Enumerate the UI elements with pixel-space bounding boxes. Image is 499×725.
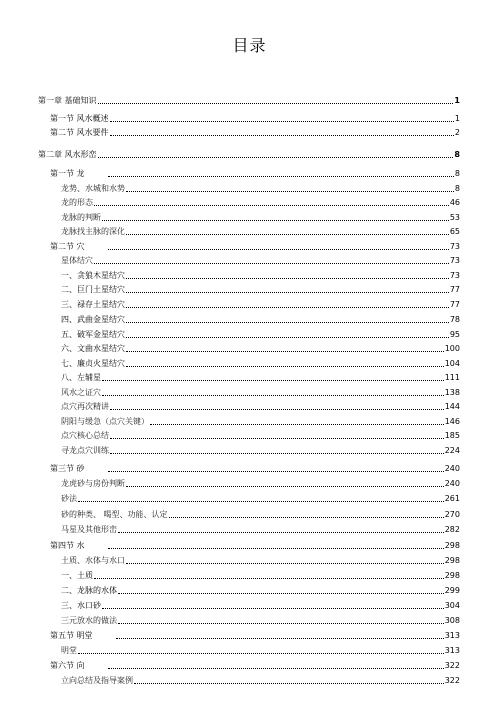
toc-entry[interactable] bbox=[61, 359, 460, 369]
toc-entry-label: 砂的种类、 喝型、功能、认定 bbox=[61, 510, 168, 519]
dot-leader bbox=[126, 307, 449, 308]
toc-entry[interactable] bbox=[50, 169, 460, 179]
toc-entry-label: 阴阳与缓急（点穴关键） bbox=[61, 417, 149, 426]
dot-leader bbox=[118, 593, 444, 594]
toc-entry[interactable] bbox=[61, 198, 460, 208]
toc-entry-label: 龙脉找主脉的深化 bbox=[61, 227, 125, 236]
toc-entry-label: 三元放水的做法 bbox=[61, 616, 117, 625]
toc-entry[interactable] bbox=[61, 494, 460, 504]
toc-entry-label: 第四节 水 bbox=[50, 541, 85, 550]
dot-leader bbox=[102, 395, 444, 396]
toc-entry-page: 240 bbox=[444, 479, 460, 488]
toc-entry-label: 四、武曲金星结穴 bbox=[61, 315, 125, 324]
toc-entry-page: 8 bbox=[454, 184, 460, 193]
toc-entry-label: 第六节 向 bbox=[50, 661, 85, 670]
toc-entry[interactable] bbox=[61, 676, 460, 686]
toc-entry-page: 73 bbox=[449, 271, 460, 280]
toc-entry[interactable] bbox=[61, 256, 460, 266]
toc-entry-label: 第一节 风水概述 bbox=[50, 114, 109, 123]
toc-entry[interactable] bbox=[61, 571, 460, 581]
toc-entry-label: 第二节 风水要件 bbox=[50, 128, 109, 137]
toc-entry-page: 78 bbox=[449, 315, 460, 324]
toc-entry-label: 第五节 明堂 bbox=[50, 631, 93, 640]
dot-leader bbox=[78, 501, 444, 502]
dot-leader bbox=[134, 683, 444, 684]
toc-entry-page: 240 bbox=[444, 464, 460, 473]
dot-leader bbox=[102, 220, 449, 221]
toc-entry-label: 明堂 bbox=[61, 646, 77, 655]
dot-leader bbox=[126, 322, 449, 323]
toc-entry-label: 星体结穴 bbox=[61, 256, 93, 265]
toc-entry-page: 144 bbox=[444, 402, 460, 411]
toc-entry-page: 73 bbox=[449, 242, 460, 251]
dot-leader bbox=[126, 278, 449, 279]
toc-entry[interactable] bbox=[61, 510, 460, 520]
dot-leader bbox=[108, 249, 449, 250]
dot-leader bbox=[110, 409, 444, 410]
toc-entry[interactable] bbox=[50, 242, 460, 252]
dot-leader bbox=[110, 135, 454, 136]
toc-entry-page: 77 bbox=[449, 300, 460, 309]
toc-entry[interactable] bbox=[61, 213, 460, 223]
toc-entry[interactable] bbox=[61, 373, 460, 383]
toc-entry-page: 8 bbox=[454, 150, 460, 159]
toc-entry-label: 第一章 基础知识 bbox=[38, 96, 97, 105]
toc-entry-label: 砂法 bbox=[61, 494, 77, 503]
dot-leader bbox=[118, 532, 444, 533]
toc-entry-page: 53 bbox=[449, 213, 460, 222]
toc-entry-page: 77 bbox=[449, 285, 460, 294]
toc-entry-label: 六、文曲水星结穴 bbox=[61, 344, 125, 353]
toc-entry-label: 第二节 穴 bbox=[50, 242, 85, 251]
toc-entry-label: 龙虎砂与房份判断 bbox=[61, 479, 125, 488]
toc-entry[interactable] bbox=[50, 114, 460, 124]
toc-entry-page: 185 bbox=[444, 431, 460, 440]
toc-entry[interactable] bbox=[61, 300, 460, 310]
toc-entry-page: 1 bbox=[454, 96, 460, 105]
toc-entry-page: 65 bbox=[449, 227, 460, 236]
toc-entry-label: 三、水口砂 bbox=[61, 601, 101, 610]
toc-entry-page: 8 bbox=[454, 169, 460, 178]
toc-entry-page: 313 bbox=[444, 646, 460, 655]
toc-entry[interactable] bbox=[50, 541, 460, 551]
dot-leader bbox=[98, 157, 454, 158]
dot-leader bbox=[98, 103, 454, 104]
toc-entry-label: 点穴再次精讲 bbox=[61, 402, 109, 411]
toc-entry[interactable] bbox=[61, 344, 460, 354]
toc-entry[interactable] bbox=[61, 285, 460, 295]
toc-entry[interactable] bbox=[61, 388, 460, 398]
toc-entry-page: 1 bbox=[454, 114, 460, 123]
toc-entry-label: 二、龙脉的水体 bbox=[61, 586, 117, 595]
toc-entry[interactable] bbox=[61, 402, 460, 412]
toc-entry[interactable] bbox=[61, 616, 460, 626]
dot-leader bbox=[110, 453, 444, 454]
toc-entry-page: 299 bbox=[444, 586, 460, 595]
toc-entry-label: 风水之证穴 bbox=[61, 388, 101, 397]
toc-entry-page: 73 bbox=[449, 256, 460, 265]
toc-entry-page: 261 bbox=[444, 494, 460, 503]
toc-entry[interactable] bbox=[61, 586, 460, 596]
toc-entry[interactable] bbox=[50, 128, 460, 138]
toc-entry-label: 七、廉贞火星结穴 bbox=[61, 359, 125, 368]
toc-entry-page: 146 bbox=[444, 417, 460, 426]
toc-entry[interactable] bbox=[61, 315, 460, 325]
toc-entry[interactable] bbox=[61, 525, 460, 535]
dot-leader bbox=[78, 653, 444, 654]
toc-entry-label: 龙脉的判断 bbox=[61, 213, 101, 222]
toc-entry[interactable] bbox=[38, 96, 460, 106]
page-title: 目录 bbox=[232, 36, 267, 55]
toc-entry[interactable] bbox=[50, 631, 460, 641]
dot-leader bbox=[126, 234, 449, 235]
toc-entry-page: 298 bbox=[444, 556, 460, 565]
dot-leader bbox=[108, 176, 454, 177]
dot-leader bbox=[126, 337, 449, 338]
toc-entry-page: 100 bbox=[444, 344, 460, 353]
dot-leader bbox=[126, 191, 454, 192]
toc-entry-page: 298 bbox=[444, 571, 460, 580]
toc-entry[interactable] bbox=[61, 556, 460, 566]
toc-entry-label: 一、土质 bbox=[61, 571, 93, 580]
toc-entry-page: 46 bbox=[449, 198, 460, 207]
dot-leader bbox=[94, 263, 449, 264]
toc-entry[interactable] bbox=[61, 184, 460, 194]
toc-entry-page: 304 bbox=[444, 601, 460, 610]
toc-entry[interactable] bbox=[61, 330, 460, 340]
dot-leader bbox=[118, 623, 444, 624]
toc-entry-label: 第二章 风水形峦 bbox=[38, 150, 97, 159]
toc-entry-page: 308 bbox=[444, 616, 460, 625]
toc-entry-label: 立向总结及指导案例 bbox=[61, 676, 133, 685]
toc-entry-page: 270 bbox=[444, 510, 460, 519]
toc-entry-page: 313 bbox=[444, 631, 460, 640]
toc-entry[interactable] bbox=[50, 464, 460, 474]
toc-entry-page: 282 bbox=[444, 525, 460, 534]
toc-entry-label: 土质、水体与水口 bbox=[61, 556, 125, 565]
toc-entry-page: 138 bbox=[444, 388, 460, 397]
toc-entry-label: 第一节 龙 bbox=[50, 169, 85, 178]
toc-entry[interactable] bbox=[61, 601, 460, 611]
dot-leader bbox=[110, 121, 454, 122]
dot-leader bbox=[102, 608, 444, 609]
toc-entry-label: 第三节 砂 bbox=[50, 464, 85, 473]
toc-entry-label: 点穴核心总结 bbox=[61, 431, 109, 440]
toc-entry-page: 224 bbox=[444, 446, 460, 455]
dot-leader bbox=[94, 578, 444, 579]
toc-entry[interactable] bbox=[61, 227, 460, 237]
dot-leader bbox=[126, 486, 444, 487]
toc-entry-label: 二、巨门土星结穴 bbox=[61, 285, 125, 294]
toc-entry-label: 三、禄存土星结穴 bbox=[61, 300, 125, 309]
toc-entry[interactable] bbox=[61, 271, 460, 281]
toc-entry-page: 2 bbox=[454, 128, 460, 137]
toc-entry[interactable] bbox=[61, 446, 460, 456]
dot-leader bbox=[169, 517, 444, 518]
dot-leader bbox=[116, 638, 444, 639]
dot-leader bbox=[150, 424, 444, 425]
toc-entry-page: 104 bbox=[444, 359, 460, 368]
toc-entry[interactable] bbox=[50, 661, 460, 671]
dot-leader bbox=[126, 366, 444, 367]
toc-entry-label: 一、贪狼木星结穴 bbox=[61, 271, 125, 280]
dot-leader bbox=[94, 205, 449, 206]
dot-leader bbox=[126, 563, 444, 564]
toc-entry-page: 298 bbox=[444, 541, 460, 550]
toc-entry-label: 龙势、水城和水势 bbox=[61, 184, 125, 193]
dot-leader bbox=[108, 548, 444, 549]
dot-leader bbox=[126, 351, 444, 352]
toc-entry-label: 寻龙点穴训练 bbox=[61, 446, 109, 455]
toc-entry-label: 龙的形态 bbox=[61, 198, 93, 207]
toc-entry-page: 111 bbox=[444, 373, 460, 382]
toc-entry-label: 五、破军金星结穴 bbox=[61, 330, 125, 339]
dot-leader bbox=[108, 471, 444, 472]
dot-leader bbox=[126, 292, 449, 293]
toc-entry-page: 322 bbox=[444, 676, 460, 685]
toc-entry[interactable] bbox=[38, 150, 460, 160]
toc-entry-label: 八、左辅星 bbox=[61, 373, 101, 382]
toc-entry-label: 马星及其他形峦 bbox=[61, 525, 117, 534]
toc-entry[interactable] bbox=[61, 431, 460, 441]
toc-entry[interactable] bbox=[61, 479, 460, 489]
dot-leader bbox=[110, 438, 444, 439]
toc-entry[interactable] bbox=[61, 417, 460, 427]
dot-leader bbox=[108, 668, 444, 669]
dot-leader bbox=[102, 380, 444, 381]
toc-entry-page: 322 bbox=[444, 661, 460, 670]
toc-entry-page: 95 bbox=[449, 330, 460, 339]
toc-entry[interactable] bbox=[61, 646, 460, 656]
